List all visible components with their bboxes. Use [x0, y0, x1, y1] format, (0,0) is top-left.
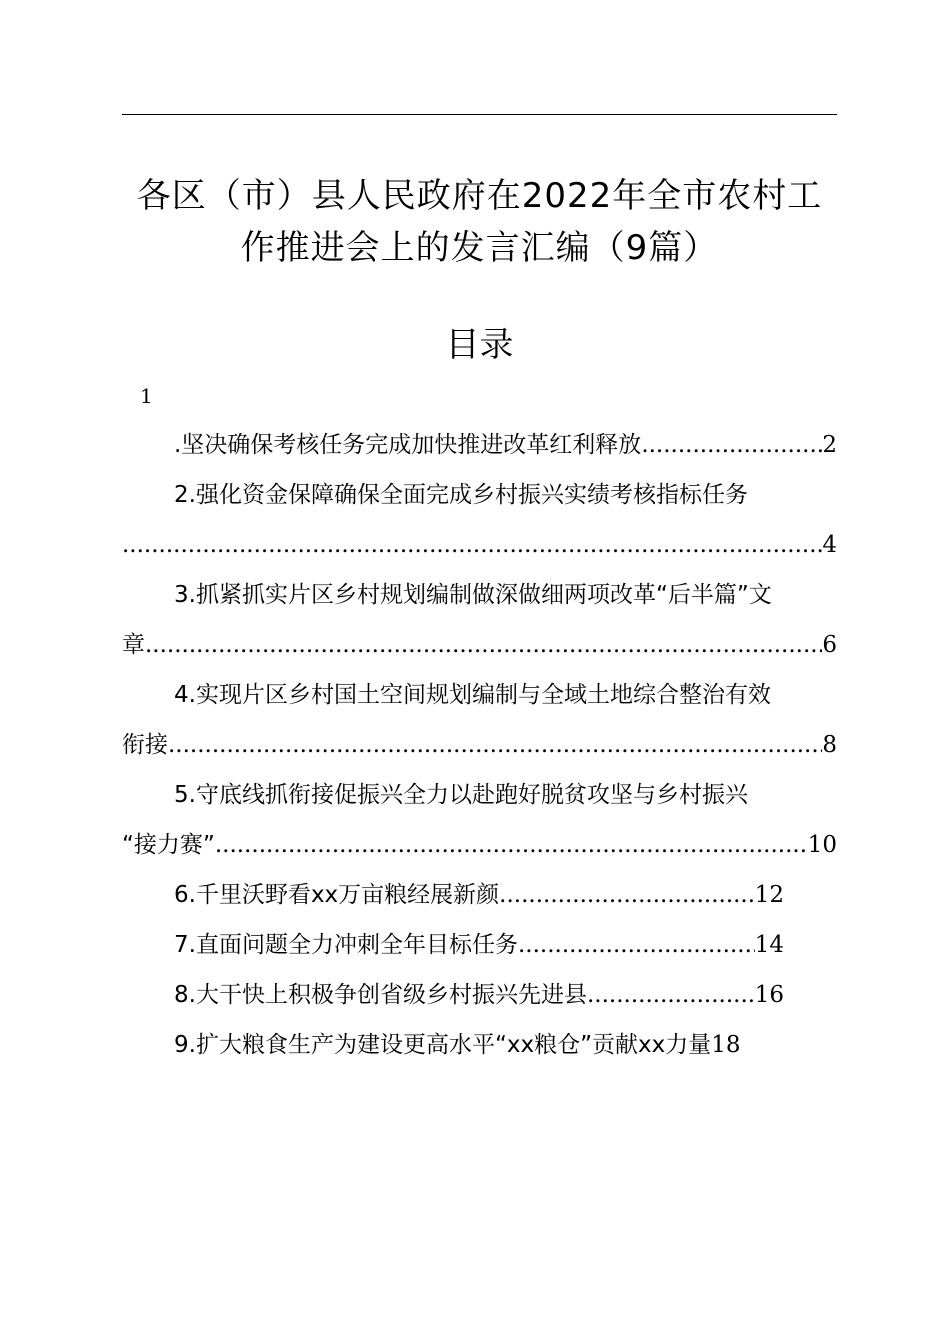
dot-leader	[145, 620, 822, 670]
toc-entry-2[interactable]	[122, 470, 837, 570]
toc-entry-8[interactable]	[122, 970, 837, 1020]
toc-page-number: 18	[711, 1032, 741, 1058]
toc-page-number: 10	[807, 832, 837, 858]
toc-entry-9[interactable]	[122, 1020, 837, 1070]
toc-entry-text: .坚决确保考核任务完成加快推进改革红利释放	[174, 432, 642, 458]
title-line-1: 各区（市）县人民政府在2022年全市农村工	[136, 176, 823, 216]
toc-stray-number: 1	[140, 384, 153, 408]
table-of-contents	[122, 420, 837, 1070]
toc-page-number: 6	[822, 632, 837, 658]
dot-leader	[122, 520, 822, 570]
toc-entry-text: 9.扩大粮食生产为建设更高水平“xx粮仓”贡献xx力量	[174, 1032, 712, 1058]
dot-leader	[499, 870, 755, 920]
dot-leader	[587, 970, 755, 1020]
toc-entry-text-cont: “接力赛”	[122, 832, 215, 858]
toc-entry-text: 2.强化资金保障确保全面完成乡村振兴实绩考核指标任务	[174, 482, 748, 508]
toc-entry-text: 6.千里沃野看xx万亩粮经展新颜	[174, 882, 500, 908]
toc-entry-text: 3.抓紧抓实片区乡村规划编制做深做细两项改革“后半篇”文	[174, 582, 772, 608]
dot-leader	[518, 920, 755, 970]
toc-page-number: 2	[822, 432, 837, 458]
toc-entry-text: 5.守底线抓衔接促振兴全力以赴跑好脱贫攻坚与乡村振兴	[174, 782, 748, 808]
toc-entry-1[interactable]	[122, 420, 837, 470]
toc-entry-3[interactable]	[122, 570, 837, 670]
toc-page-number: 12	[754, 882, 784, 908]
header-rule	[122, 114, 837, 115]
toc-entry-text: 7.直面问题全力冲刺全年目标任务	[174, 932, 518, 958]
toc-page-number: 4	[822, 532, 837, 558]
toc-heading: 目录	[445, 325, 514, 365]
toc-page-number: 16	[754, 982, 784, 1008]
toc-page-number: 14	[754, 932, 784, 958]
dot-leader	[641, 420, 822, 470]
dot-leader	[215, 820, 808, 870]
document-title	[122, 170, 837, 274]
toc-page-number: 8	[822, 732, 837, 758]
toc-entry-6[interactable]	[122, 870, 837, 920]
dot-leader	[168, 720, 822, 770]
toc-entry-4[interactable]	[122, 670, 837, 770]
toc-entry-text: 8.大干快上积极争创省级乡村振兴先进县	[174, 982, 587, 1008]
toc-entry-text-cont: 衔接	[122, 732, 168, 758]
toc-entry-text: 4.实现片区乡村国土空间规划编制与全域土地综合整治有效	[174, 682, 771, 708]
toc-entry-text-cont: 章	[122, 632, 145, 658]
toc-entry-5[interactable]	[122, 770, 837, 870]
title-line-2: 作推进会上的发言汇编（9篇）	[240, 228, 719, 268]
toc-entry-7[interactable]	[122, 920, 837, 970]
